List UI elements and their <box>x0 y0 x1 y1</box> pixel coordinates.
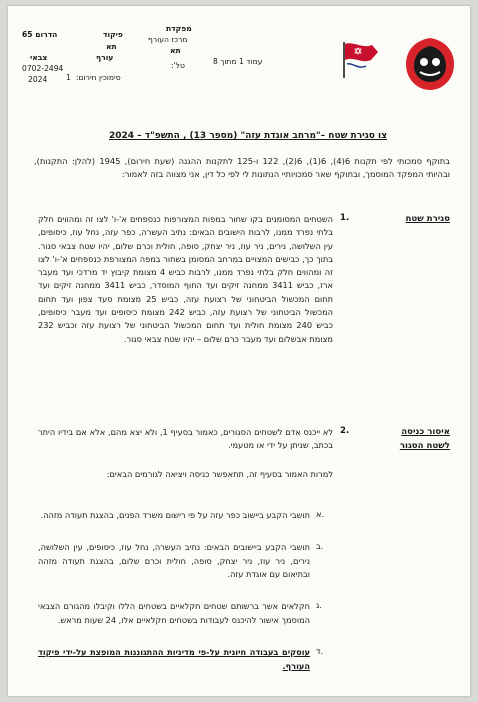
section-1-heading: סגירת שטח <box>405 214 450 224</box>
header-command-line2: עורף <box>96 53 114 62</box>
header-phone-number: 0702-2494 <box>22 64 64 73</box>
document-title: צו סגירת שטח –"מרחב אוגדת עזה" (מספר 13) , התשפ"ד – 2024 <box>108 131 388 141</box>
section-2-exception-intro: למרות האמור בסעיף זה, תתאפשר כניסה ויציאה לגורמים הבאים: <box>106 469 333 479</box>
header-ref-value: 1 <box>66 73 71 82</box>
header-command-title: פיקוד <box>103 30 123 39</box>
item-b-letter: ב. <box>316 541 324 551</box>
document-page <box>8 6 470 696</box>
item-c-letter: ג. <box>316 600 322 610</box>
header-military-label: צבאי <box>30 53 48 62</box>
idf-flag-logo <box>338 40 382 80</box>
header-year: 2024 <box>28 75 48 84</box>
section-1-number: 1. <box>340 213 350 223</box>
item-d-letter: ד. <box>316 646 324 656</box>
section-1-text: השטחים המסומנים בקו שחור במפות המצורפות כנספחים א'-ו' לצו זה ומהווים חלק בלתי נפרד ממנו, לרבות הישובים הבאים: נתיב העשרה, כפר עזה, נחל עוז, כיסופים, עין השלושה, נירים, ניר עוז, ניר יצחק, סופה, חולית וכרם שלום, יהיו שטח צבאי סגור. בתוך כך, כבישים המצויים במרחב המסומן בשחור במפה המצורפת כנספחים א'-ו' לצו זה ומהווים חלק בלתי נפרד ממנו, לרבות כביש 4 מצומת קיבוץ יד מרדכי ועד מעבר ארז, כביש 3411 ממחנה זיקים ועד החוף המוסדר, כביש 3411 ממחנה זיקים ועד תחום המכשול הביטחוני של רצועת עזה, כביש 25 מצומת סעד צפון ועד תחום המכשול הביטחוני של רצועת עזה, כביש 242 מצומת כיסופים ועד מעבר כיסופים, כביש 240 מצומת חולית ועד תחום המכשול הביטחוני של רצועת עזה וכביש 232 מצומת אבשלום ועד מעבר כרם שלום – יהיו שטח צבאי סגור. <box>38 214 333 344</box>
section-2-number: 2. <box>340 426 350 436</box>
item-a-letter: א. <box>316 509 325 519</box>
intro-paragraph: בתוקף סמכותי לפי תקנות 6(4), 6(1), 6(2), 122 ו-125 לתקנות ההגנה (שעת חירום), 1945 (להלן: התקנות), ובהיותי המפקד המוסמך, ובתוקף שאר סמכויותיי הנתונות לי לפי כל דין, אני מצווה בזה לאמור: <box>34 156 450 179</box>
item-b-text: תושבי הקבע ביישובים הבאים: נתיב העשרה, נחל עוז, כיסופים, עין השלושה, נירים, ניר עוז, ניר יצחק, סופה, חולית וכרם שלום, בהצגת תעודה מזהה ובתיאום עם אוגדת עזה. <box>38 542 310 579</box>
header-hq-title: מפקדת <box>166 24 192 33</box>
page-number: עמוד 1 מתוך 8 <box>213 57 263 66</box>
header-ref-label: סימוכין חירום: <box>76 73 121 82</box>
item-c-text: חקלאים אשר ברשותם שטחים חקלאיים בשטחים הללו וקיבלו מהגורם הצבאי המוסמך אישור להיכנס לעבודות בשטחים חקלאיים אלו, 24 שעות מראש. <box>38 601 310 625</box>
item-d-text: עוסקים בעבודה חיונית על-פי מדיניות ההתגוננות המופצת על-ידי פיקוד העורף. <box>38 647 310 671</box>
section-2-text: לא ייכנס אדם לשטחים הסגורים, כאמור בסעיף 1, ולא יצא מהם, אלא אם בידיו היתר בכתב, שניתן על ידי או מטעמי. <box>38 427 333 451</box>
item-a-text: תושבי הקבע ביישוב כפר עזה על פי רישום משרד הפנים, בהצגת תעודה מזהה. <box>40 510 310 520</box>
header-region-title: הדרום 65 <box>22 30 58 39</box>
header-hq-line3: תא <box>170 46 181 55</box>
header-phone-label: טל': <box>171 61 185 70</box>
section-2-heading-line1: איסור כניסה <box>401 427 450 437</box>
section-2-heading-line2: לשטח הסגור <box>399 441 450 451</box>
header-command-line3: תא <box>106 42 117 51</box>
home-front-command-emblem-icon <box>404 36 456 92</box>
header-hq-line2: מרכז העורף <box>148 35 188 44</box>
